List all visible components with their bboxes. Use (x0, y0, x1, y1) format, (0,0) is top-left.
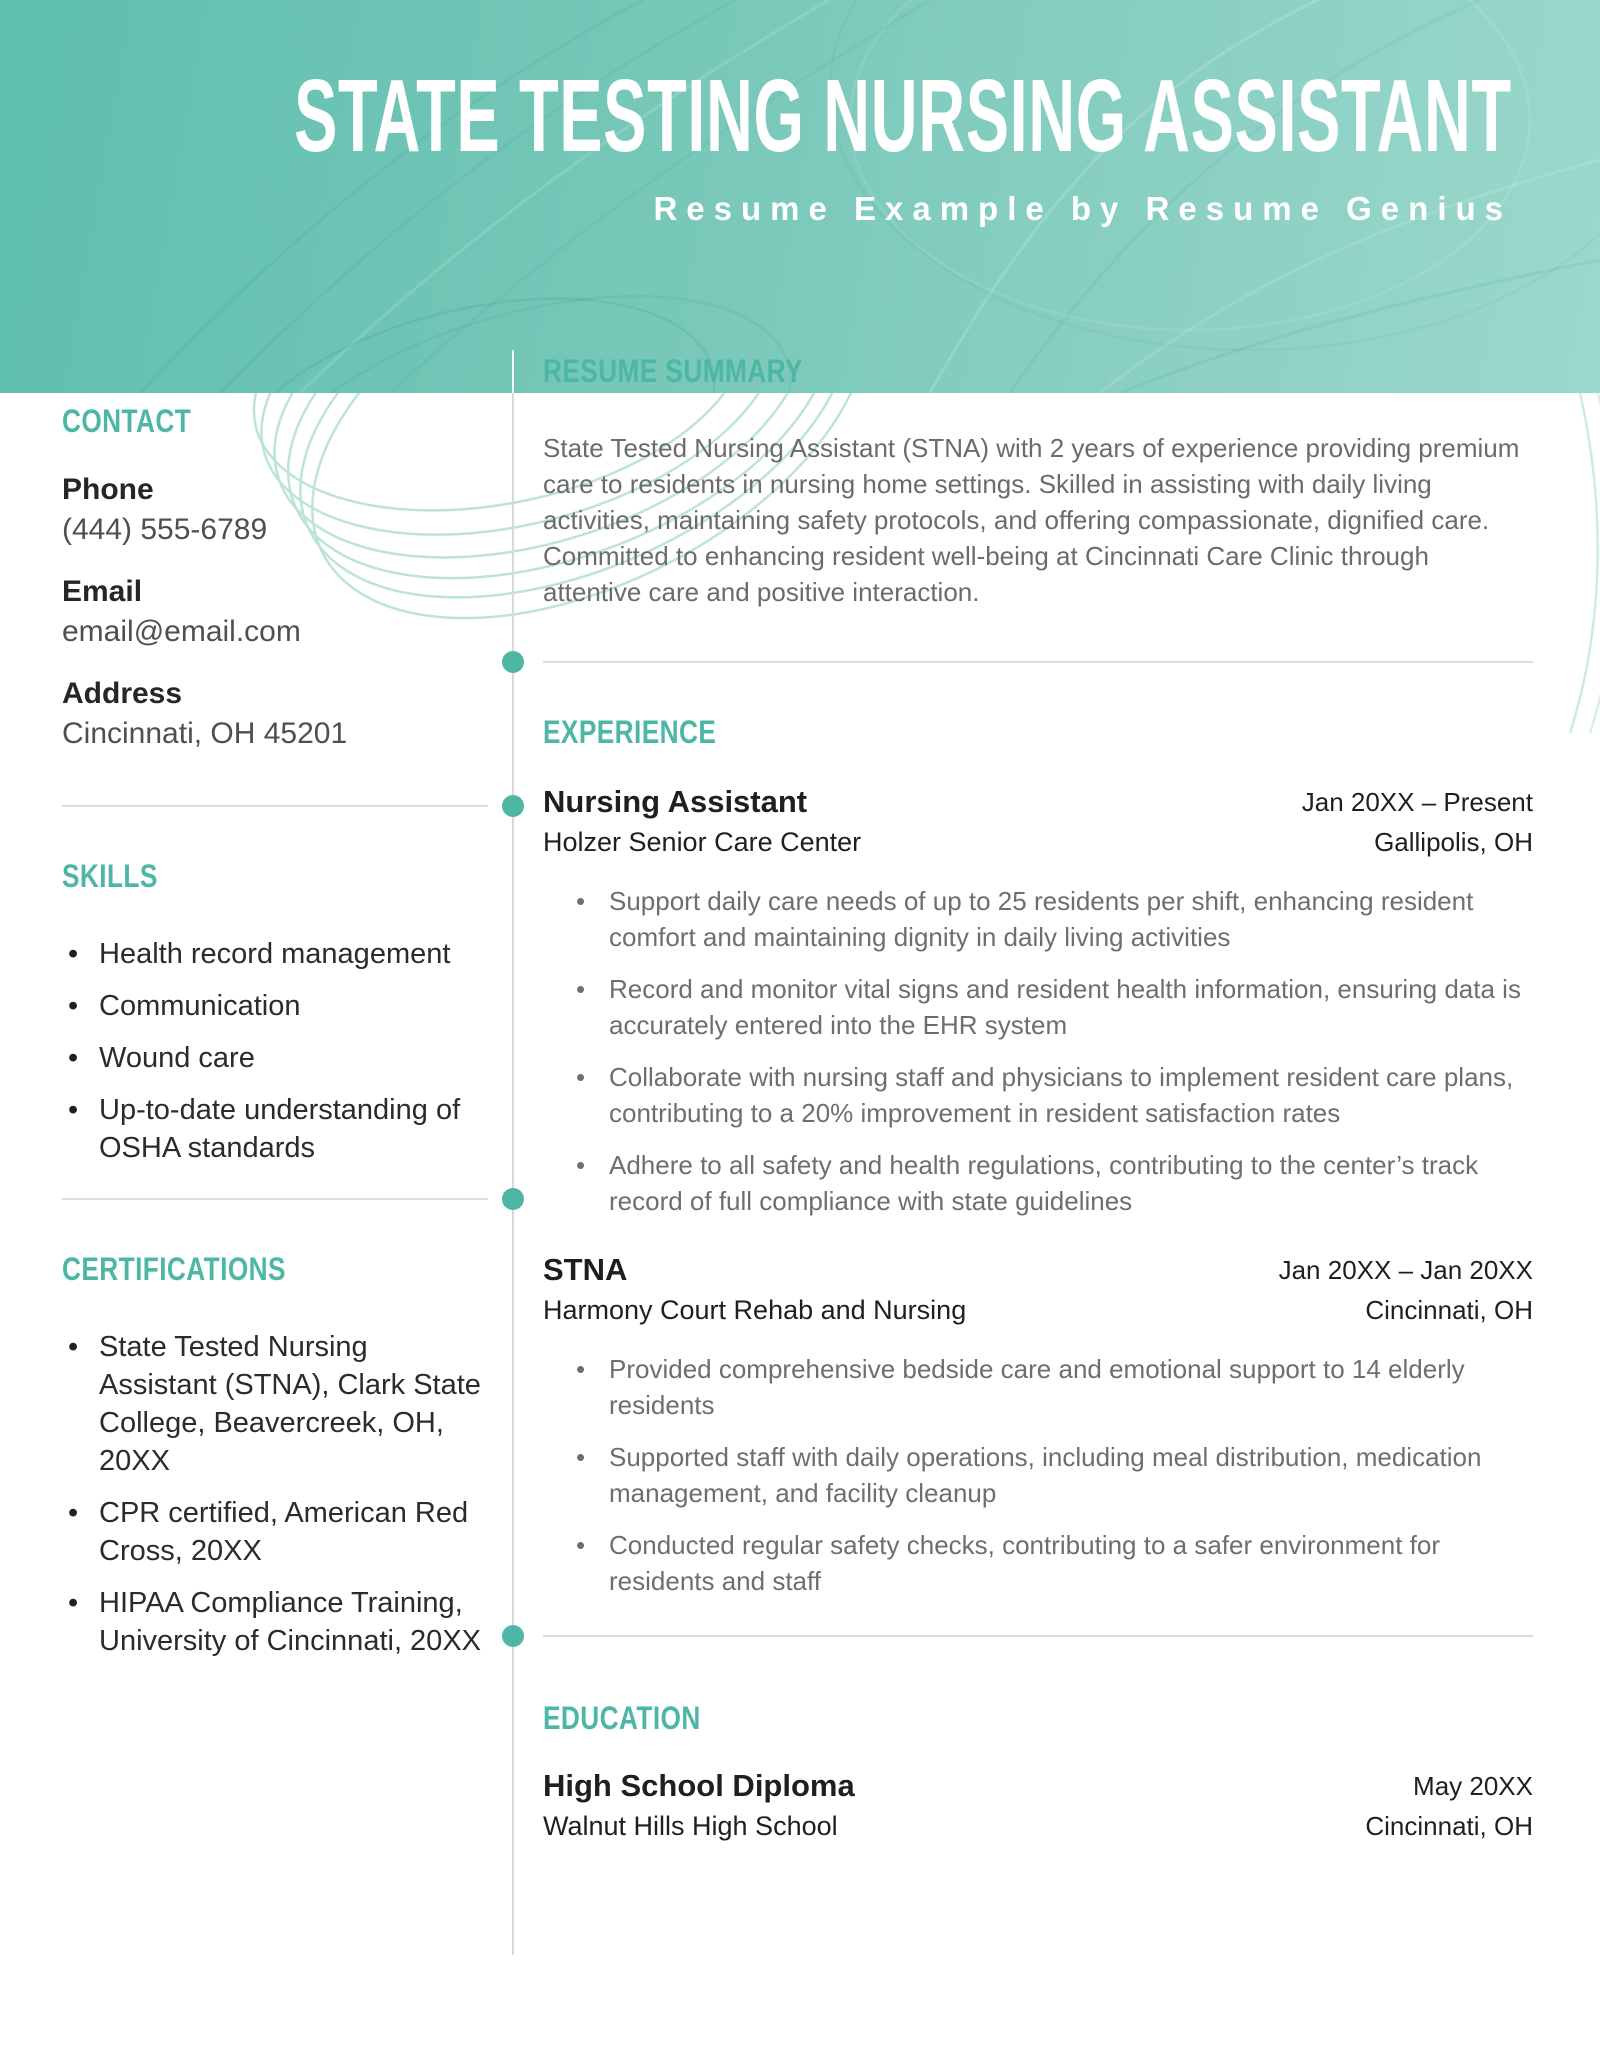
contact-field-phone (62, 470, 488, 550)
contact-field-address (62, 674, 488, 754)
email-value: email@email.com (62, 615, 301, 648)
certification-item: • HIPAA Compliance Training, University of Cincinnati, 20XX (62, 1584, 488, 1660)
column-divider-line (512, 393, 514, 1955)
address-label: Address (62, 677, 183, 710)
column-divider-banner-segment (512, 350, 514, 393)
job-bullet-list (543, 1351, 1533, 1599)
job-bullet: • Record and monitor vital signs and resident health information, ensuring data is accurately entered into the EHR system (543, 971, 1533, 1043)
resume-summary-text: State Tested Nursing Assistant (STNA) with 2 years of experience providing premium care to residents in nursing home settings. Skilled in assisting with daily living activities, maintaining safety protocols, and offering compassionate, dignified care. Committed to enhancing resident well-being at Cincinnati Care Clinic through attentive care and positive interaction. (543, 433, 1520, 607)
job-header (543, 1249, 1533, 1329)
skill-item: • Health record management (62, 935, 488, 973)
job-bullet: • Adhere to all safety and health regulations, contributing to the center’s track record of full compliance with state guidelines (543, 1147, 1533, 1219)
page-subtitle: Resume Example by Resume Genius (653, 190, 1512, 227)
job-location: Gallipolis, OH (1374, 827, 1533, 857)
phone-value: (444) 555-6789 (62, 513, 268, 546)
phone-label: Phone (62, 473, 154, 506)
school-name: Walnut Hills High School (543, 1811, 838, 1841)
sidebar (62, 352, 488, 1660)
education-dates: May 20XX (1413, 1771, 1533, 1801)
degree-title: High School Diploma (543, 1768, 855, 1803)
skills-heading: SKILLS (62, 858, 158, 894)
divider-dot (502, 1188, 524, 1210)
section-divider (62, 1198, 488, 1200)
page-title: STATE TESTING NURSING ASSISTANT (294, 58, 1512, 173)
job-bullet: • Supported staff with daily operations, including meal distribution, medication management, and facility cleanup (543, 1439, 1533, 1511)
job-title: Nursing Assistant (543, 784, 808, 819)
contact-field-email (62, 572, 488, 652)
address-value: Cincinnati, OH 45201 (62, 717, 348, 750)
certification-item: • CPR certified, American Red Cross, 20XX (62, 1494, 488, 1570)
divider-dot (502, 651, 524, 673)
job-bullet: • Collaborate with nursing staff and physicians to implement resident care plans, contributing to a 20% improvement in resident satisfaction rates (543, 1059, 1533, 1131)
skill-item: • Communication (62, 987, 488, 1025)
job-company: Harmony Court Rehab and Nursing (543, 1295, 967, 1325)
experience-heading: EXPERIENCE (543, 714, 717, 750)
education-heading: EDUCATION (543, 1700, 701, 1736)
job-bullet-list (543, 883, 1533, 1219)
job-header (543, 781, 1533, 861)
job-dates: Jan 20XX – Jan 20XX (1278, 1255, 1533, 1285)
header-banner (0, 0, 1600, 393)
email-label: Email (62, 575, 143, 608)
resume-summary-heading: RESUME SUMMARY (543, 353, 803, 389)
divider-dot (502, 795, 524, 817)
section-divider (543, 1635, 1533, 1637)
certifications-list (62, 1328, 488, 1660)
divider-dot (502, 1625, 524, 1647)
job-bullet: • Support daily care needs of up to 25 residents per shift, enhancing resident comfort and maintaining dignity in daily living activities (543, 883, 1533, 955)
job-location: Cincinnati, OH (1365, 1295, 1533, 1325)
contact-section (62, 470, 488, 754)
job-bullet: • Conducted regular safety checks, contributing to a safer environment for residents and staff (543, 1527, 1533, 1599)
education-entry (543, 1765, 1533, 1845)
job-title: STNA (543, 1252, 628, 1287)
job-dates: Jan 20XX – Present (1301, 787, 1533, 817)
skill-item: • Wound care (62, 1039, 488, 1077)
certifications-heading: CERTIFICATIONS (62, 1251, 286, 1287)
contact-heading: CONTACT (62, 403, 192, 439)
education-location: Cincinnati, OH (1365, 1811, 1533, 1841)
job-company: Holzer Senior Care Center (543, 827, 862, 857)
section-divider (543, 661, 1533, 663)
certification-item: • State Tested Nursing Assistant (STNA), Clark State College, Beavercreek, OH, 20XX (62, 1328, 488, 1480)
skill-item: • Up-to-date understanding of OSHA standards (62, 1091, 488, 1167)
job-bullet: • Provided comprehensive bedside care and emotional support to 14 elderly residents (543, 1351, 1533, 1423)
skills-list (62, 935, 488, 1167)
main-column (543, 352, 1533, 1845)
section-divider (62, 805, 488, 807)
